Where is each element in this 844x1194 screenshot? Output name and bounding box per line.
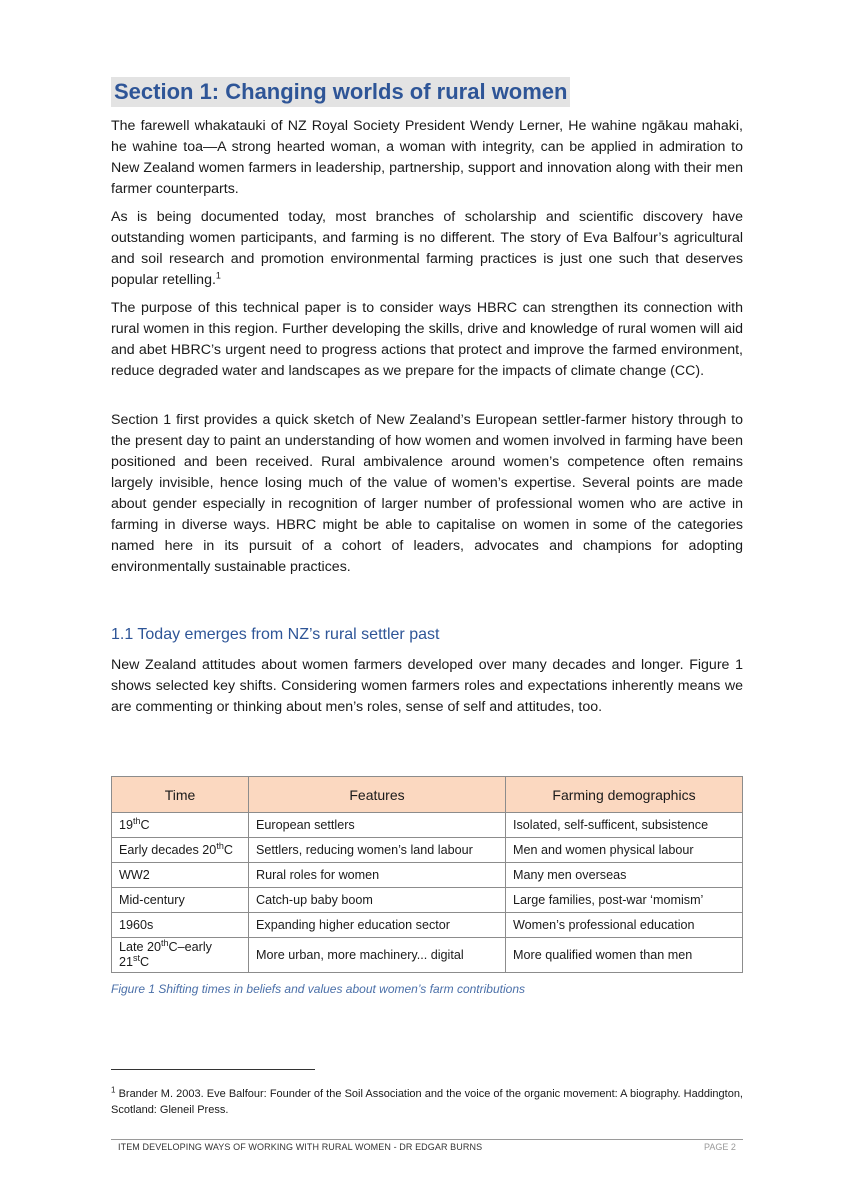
section-title: Section 1: Changing worlds of rural women: [111, 77, 570, 107]
cell-demographics: Women’s professional education: [506, 913, 743, 938]
table-row: [112, 938, 743, 973]
paragraph-1: [111, 116, 743, 200]
table-row: [112, 838, 743, 863]
paragraph-3: [111, 298, 743, 382]
cell-time: WW2: [112, 863, 249, 888]
time-sup: th: [216, 840, 224, 851]
time-text: 19: [119, 817, 134, 832]
footer-page-number: PAGE 2: [704, 1142, 736, 1152]
paragraph-1-text: The farewell whakatauki of NZ Royal Society President Wendy Lerner, He wahine ngākau mahaki, he wahine toa—A strong hearted woman, a woman with integrity, can be applied in admiration to New Zealand women farmers in leadership, partnership, support and innovation along with their men farmer counterparts.: [111, 118, 743, 197]
cell-demographics: More qualified women than men: [506, 938, 743, 973]
cell-time: 1960s: [112, 913, 249, 938]
cell-demographics: Large families, post-war ‘momism’: [506, 888, 743, 913]
header-demographics: Farming demographics: [506, 777, 743, 813]
figure-caption: Figure 1 Shifting times in beliefs and values about women’s farm contributions: [111, 982, 525, 996]
paragraph-2-body: As is being documented today, most branches of scholarship and scientific discovery have outstanding women participants, and farming is no different. The story of Eva Balfour’s agricultural and soil research and promotion environmental farming practices is just one such that deserves popular retelling.: [111, 209, 743, 288]
footnote: [111, 1086, 743, 1118]
subsection-paragraph: [111, 655, 743, 718]
footnote-divider: [111, 1069, 315, 1070]
footnote-marker: 1: [111, 1085, 116, 1095]
cell-demographics: Isolated, self-sufficent, subsistence: [506, 813, 743, 838]
time-suffix: C: [140, 817, 150, 832]
cell-time: [112, 938, 249, 973]
cell-time: Mid-century: [112, 888, 249, 913]
time-suffix: C: [223, 842, 233, 857]
subsection-title: 1.1 Today emerges from NZ’s rural settler past: [111, 626, 440, 643]
time-sup: th: [161, 937, 169, 948]
cell-time: [112, 838, 249, 863]
header-features: Features: [249, 777, 506, 813]
table-row: [112, 888, 743, 913]
time-text: Early decades 20: [119, 842, 217, 857]
cell-time: [112, 813, 249, 838]
table-row: [112, 863, 743, 888]
cell-features: Expanding higher education sector: [249, 913, 506, 938]
paragraph-4: [111, 410, 743, 578]
time-middle: C–early 21: [119, 940, 212, 969]
paragraph-3-text: The purpose of this technical paper is to consider ways HBRC can strengthen its connection with rural women in this region. Further developing the skills, drive and knowledge of rural women will aid and abet HBRC’s urgent need to progress actions that protect and improve the farmed environment, reduce degraded water and landscapes as we prepare for the impacts of climate change (CC).: [111, 300, 743, 379]
time-sup: th: [133, 815, 141, 826]
cell-demographics: Men and women physical labour: [506, 838, 743, 863]
header-time: Time: [112, 777, 249, 813]
footer-divider: [111, 1139, 743, 1140]
footnote-text: Brander M. 2003. Eve Balfour: Founder of the Soil Association and the voice of the organic movement: A biography. Haddington, Scotland: Gleneil Press.: [111, 1088, 743, 1116]
footnote-reference[interactable]: 1: [215, 270, 221, 281]
subsection-paragraph-text: New Zealand attitudes about women farmers developed over many decades and longer. Figure 1 shows selected key shifts. Considering women farmers roles and expectations inherently means we are commenting or thinking about men’s roles, sense of self and attitudes, too.: [111, 657, 743, 715]
footer-document-title: ITEM DEVELOPING WAYS OF WORKING WITH RURAL WOMEN - DR EDGAR BURNS: [118, 1142, 483, 1152]
paragraph-2-text: [111, 207, 743, 291]
cell-demographics: Many men overseas: [506, 863, 743, 888]
time-text: Late 20: [119, 940, 162, 954]
shifts-table: [111, 776, 743, 973]
table-row: [112, 813, 743, 838]
cell-features: Settlers, reducing women’s land labour: [249, 838, 506, 863]
time-sup-2: st: [133, 952, 141, 963]
paragraph-4-text: Section 1 first provides a quick sketch of New Zealand’s European settler-farmer history through to the present day to paint an understanding of how women and women involved in farming have been positioned and been received. Rural ambivalence around women’s competence often remains largely invisible, hence losing much of the value of women’s expertise. Several points are made about gender especially in recognition of larger number of professional women who are active in farming in diverse ways. HBRC might be able to capitalise on women in some of the categories named here in its pursuit of a cohort of leaders, advocates and champions for adopting environmentally sustainable practices.: [111, 412, 743, 575]
table-header-row: [112, 777, 743, 813]
paragraph-2: [111, 207, 743, 291]
cell-features: European settlers: [249, 813, 506, 838]
cell-features: Rural roles for women: [249, 863, 506, 888]
table-row: [112, 913, 743, 938]
cell-features: Catch-up baby boom: [249, 888, 506, 913]
cell-features: More urban, more machinery... digital: [249, 938, 506, 973]
time-suffix: C: [140, 955, 150, 969]
